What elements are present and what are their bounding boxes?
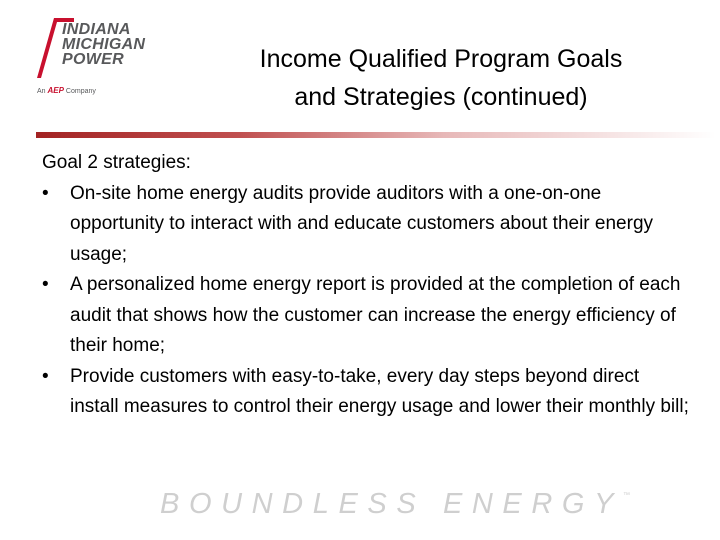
- content-body: [42, 148, 692, 423]
- logo-tagline-suffix: Company: [65, 88, 96, 95]
- title-line-1: Income Qualified Program Goals: [259, 45, 623, 73]
- bullet-icon: •: [42, 365, 49, 387]
- list-item: [42, 270, 692, 362]
- bullet-icon: •: [42, 182, 49, 204]
- list-item-text: A personalized home energy report is provided at the completion of each audit that shows how the customer can increase the energy efficiency of their home;: [70, 274, 681, 356]
- title-divider: [36, 132, 716, 138]
- bullet-icon: •: [42, 274, 49, 295]
- logo-line-3: POWER: [62, 51, 124, 68]
- list-item: [42, 179, 692, 271]
- footer-slogan: [160, 488, 630, 521]
- list-item: [42, 362, 692, 423]
- logo-wordmark: [62, 22, 145, 67]
- title-line-2: and Strategies (continued): [294, 83, 588, 111]
- list-item-text: Provide customers with easy-to-take, every day steps beyond direct install measures to control their energy usage and lower their monthly bill;: [70, 365, 689, 417]
- trademark-symbol: ™: [623, 492, 631, 499]
- page-title: [210, 40, 672, 116]
- logo-tagline: [37, 86, 96, 95]
- footer-text: BOUNDLESS ENERGY: [160, 488, 624, 520]
- section-heading: Goal 2 strategies:: [42, 152, 191, 173]
- logo-line-2: MICHIGAN: [62, 36, 146, 53]
- logo-tagline-brand: AEP: [47, 86, 64, 95]
- list-item-text: On-site home energy audits provide auditors with a one-on-one opportunity to interact with and educate customers about their energy usage;: [70, 182, 654, 265]
- strategy-list: [42, 179, 692, 423]
- logo-line-1: INDIANA: [62, 21, 131, 38]
- logo-tagline-prefix: An: [37, 88, 46, 95]
- company-logo: [34, 16, 164, 98]
